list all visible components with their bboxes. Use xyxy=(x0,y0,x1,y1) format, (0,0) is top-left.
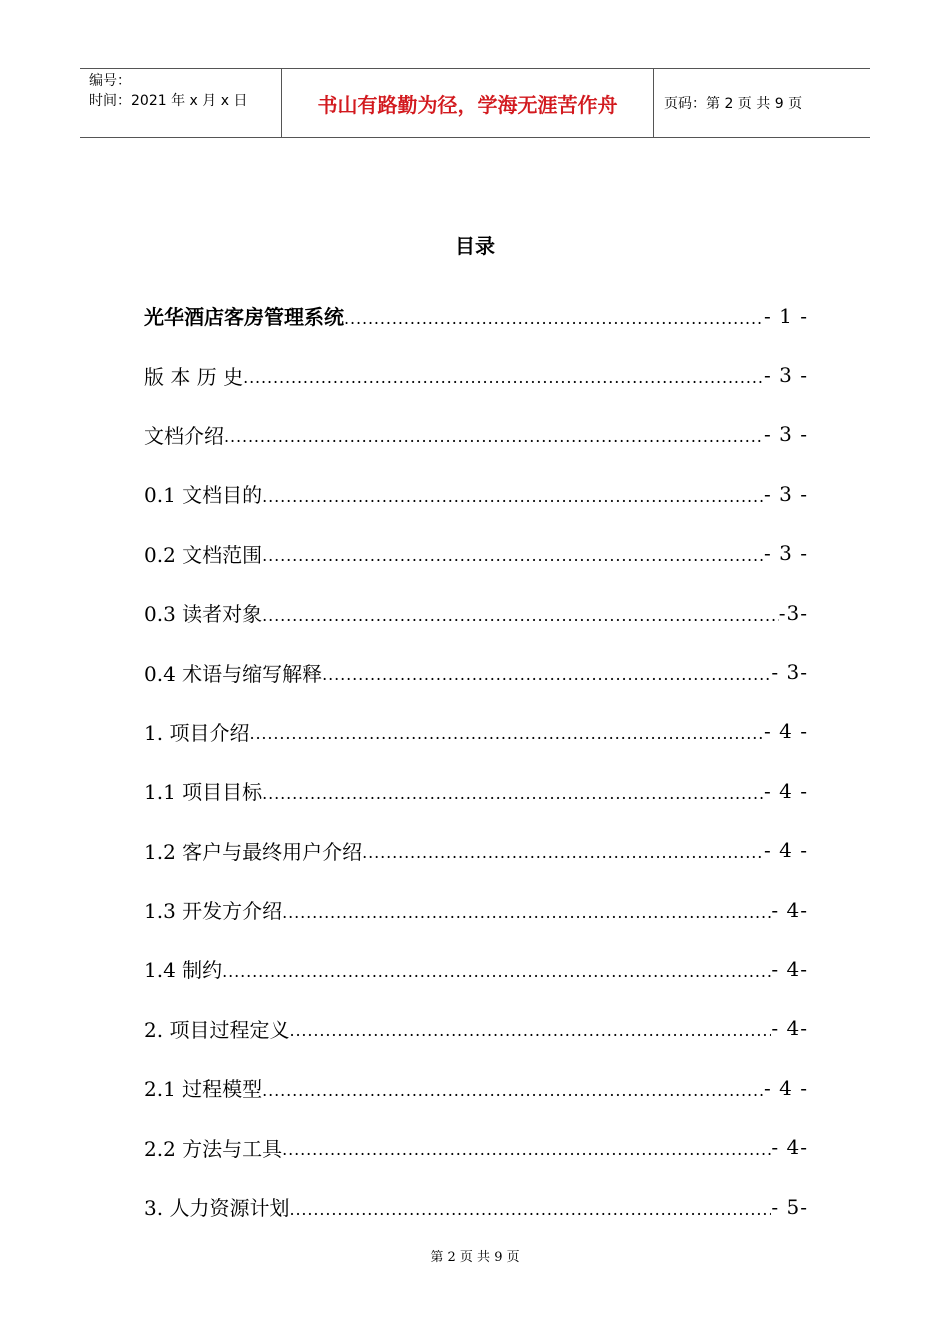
toc-entry-page: - 3- xyxy=(771,660,808,685)
toc-leader-dots xyxy=(289,1194,771,1220)
header-page-cell xyxy=(654,69,870,137)
motto-text: 书山有路勤为径，学海无涯苦作舟 xyxy=(317,92,618,117)
toc-entry-page: - 3 - xyxy=(764,481,808,506)
toc-leader-dots xyxy=(282,1134,771,1160)
toc-entry[interactable] xyxy=(144,345,808,404)
toc-entry-page: - 3 - xyxy=(764,541,808,566)
toc-leader-dots xyxy=(262,778,764,804)
toc-entry-page: - 4 - xyxy=(764,838,808,863)
toc-entry-page: - 3 - xyxy=(764,363,808,388)
toc-entry-page: - 4 - xyxy=(764,719,808,744)
toc-entry[interactable] xyxy=(144,761,808,820)
toc-entry[interactable] xyxy=(144,1058,808,1117)
toc-entry-title: 1.3 开发方介绍 xyxy=(144,899,283,924)
time-label: 时间：2021 年 x 月 x 日 xyxy=(89,93,248,109)
toc-entry[interactable] xyxy=(144,464,808,523)
toc-entry[interactable] xyxy=(144,880,808,939)
toc-entry-title: 文档介绍 xyxy=(144,423,224,448)
toc-entry-title: 0.3 读者对象 xyxy=(144,602,263,627)
document-header xyxy=(80,68,870,138)
toc-entry[interactable] xyxy=(144,939,808,998)
toc-entry[interactable] xyxy=(144,1117,808,1176)
toc-leader-dots xyxy=(262,481,764,507)
toc-leader-dots xyxy=(249,718,764,744)
toc-entry-page: - 4- xyxy=(771,1016,808,1041)
toc-entry[interactable] xyxy=(144,1177,808,1236)
toc-entry-page: - 4- xyxy=(771,956,808,981)
toc-leader-dots xyxy=(362,837,764,863)
toc-entry-title: 光华酒店客房管理系统 xyxy=(144,305,344,330)
toc-leader-dots xyxy=(282,897,771,923)
toc-leader-dots xyxy=(224,421,764,447)
toc-leader-dots xyxy=(262,540,764,566)
toc-entry-page: - 3 - xyxy=(764,422,808,447)
table-of-contents xyxy=(144,286,808,1236)
toc-entry[interactable] xyxy=(144,286,808,345)
toc-leader-dots xyxy=(262,1075,764,1101)
toc-entry-title: 1.4 制约 xyxy=(144,958,223,983)
toc-entry[interactable] xyxy=(144,524,808,583)
toc-entry-page: - 4- xyxy=(771,1135,808,1160)
toc-leader-dots xyxy=(344,303,764,329)
toc-entry-title: 1.2 客户与最终用户介绍 xyxy=(144,839,363,864)
toc-entry-page: -3- xyxy=(778,600,808,625)
toc-leader-dots xyxy=(243,362,764,388)
toc-entry[interactable] xyxy=(144,999,808,1058)
toc-entry[interactable] xyxy=(144,821,808,880)
toc-entry-title: 0.4 术语与缩写解释 xyxy=(144,661,323,686)
toc-title: 目录 xyxy=(455,234,495,258)
code-label: 编号： xyxy=(89,73,131,89)
toc-entry-page: - 4 - xyxy=(764,1075,808,1100)
page-footer: 第 2 页 共 9 页 xyxy=(430,1250,520,1265)
toc-entry-page: - 1 - xyxy=(764,303,808,328)
page-info: 页码：第 2 页 共 9 页 xyxy=(664,96,803,112)
toc-entry[interactable] xyxy=(144,405,808,464)
toc-entry[interactable] xyxy=(144,583,808,642)
header-motto-cell xyxy=(281,69,654,137)
toc-entry[interactable] xyxy=(144,642,808,701)
toc-leader-dots xyxy=(262,600,779,626)
toc-entry-page: - 5- xyxy=(771,1194,808,1219)
toc-entry-title: 2.1 过程模型 xyxy=(144,1077,263,1102)
toc-entry[interactable] xyxy=(144,702,808,761)
toc-leader-dots xyxy=(289,1015,771,1041)
toc-leader-dots xyxy=(322,659,771,685)
toc-entry-title: 1. 项目介绍 xyxy=(144,720,250,745)
toc-entry-title: 0.2 文档范围 xyxy=(144,542,263,567)
toc-leader-dots xyxy=(222,956,771,982)
toc-entry-title: 3. 人力资源计划 xyxy=(144,1196,290,1221)
toc-entry-title: 2. 项目过程定义 xyxy=(144,1017,290,1042)
header-meta-cell xyxy=(80,69,281,137)
toc-entry-page: - 4 - xyxy=(764,778,808,803)
toc-entry-title: 0.1 文档目的 xyxy=(144,483,263,508)
toc-entry-title: 1.1 项目目标 xyxy=(144,780,263,805)
toc-entry-title: 版 本 历 史 xyxy=(144,364,244,389)
toc-entry-page: - 4- xyxy=(771,897,808,922)
toc-entry-title: 2.2 方法与工具 xyxy=(144,1136,283,1161)
